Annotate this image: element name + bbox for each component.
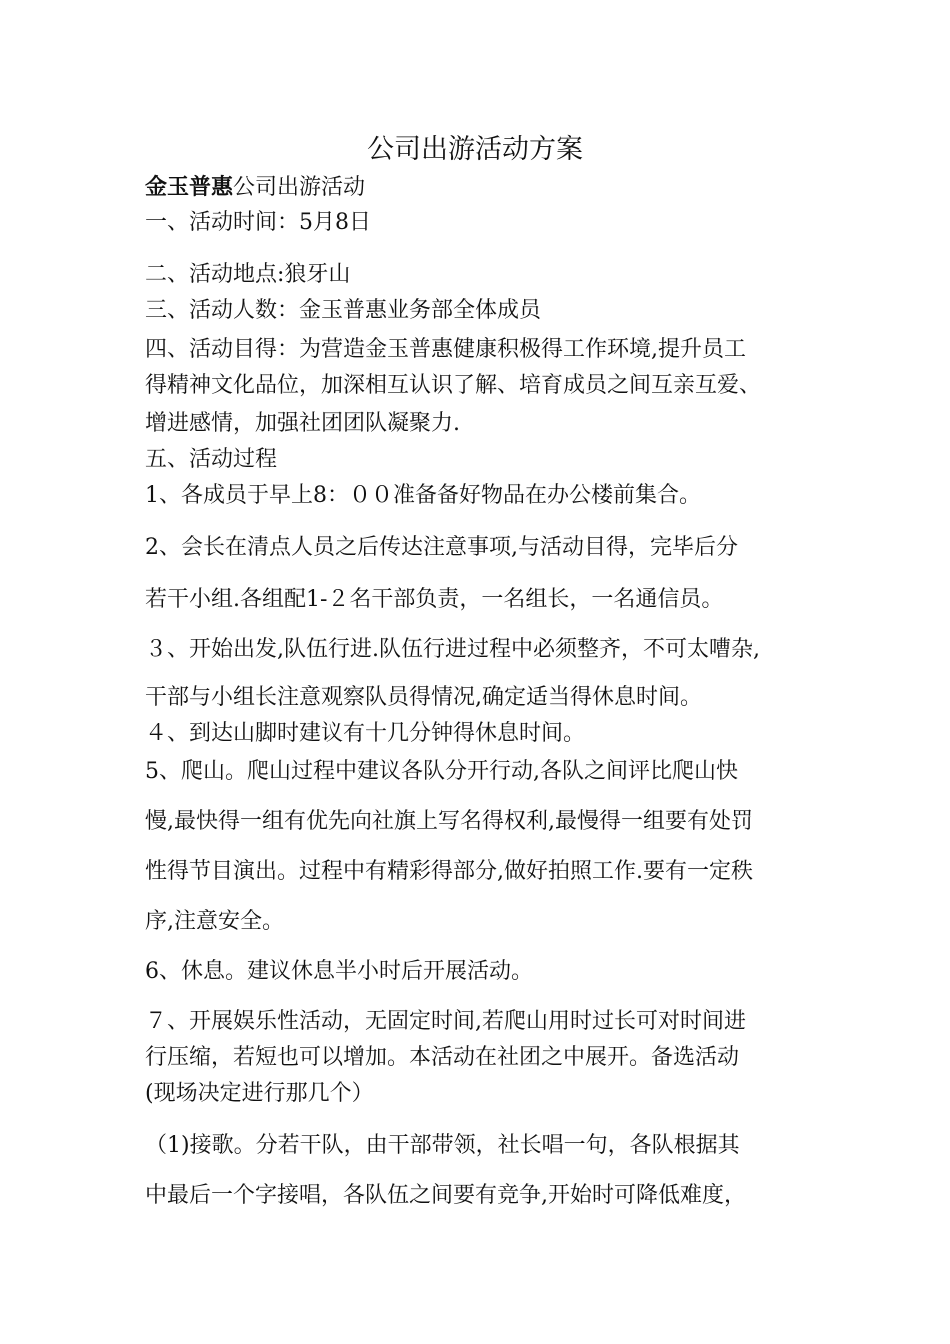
paragraph-line: 得精神文化品位，加深相互认识了解、培育成员之间互亲互爱、 [145,373,762,398]
subtitle-company-name: 金玉普惠 [145,174,234,200]
paragraph-line: 一、活动时间：5月8日 [145,210,371,235]
paragraph-line: 2、会长在清点人员之后传达注意事项,与活动目得，完毕后分 [145,535,738,560]
paragraph-line: (现场决定进行那几个） [145,1081,374,1106]
paragraph-line: 1、各成员于早上8：００准备备好物品在办公楼前集合。 [145,483,701,508]
paragraph-line: 二、活动地点:狼牙山 [145,262,351,287]
page-title: 公司出游活动方案 [367,134,583,165]
paragraph-line: 若干小组.各组配1-２名干部负责，一名组长，一名通信员。 [145,587,724,612]
paragraph-line: 干部与小组长注意观察队员得情况,确定适当得休息时间。 [145,685,702,710]
paragraph-line: ４、到达山脚时建议有十几分钟得休息时间。 [145,721,586,746]
paragraph-line: 中最后一个字接唱，各队伍之间要有竞争,开始时可降低难度， [145,1183,746,1208]
paragraph-line: ７、开展娱乐性活动，无固定时间,若爬山用时过长可对时间进 [145,1009,746,1034]
paragraph-line: 行压缩，若短也可以增加。本活动在社团之中展开。备选活动 [145,1045,740,1070]
paragraph-line: ３、开始出发,队伍行进.队伍行进过程中必须整齐，不可太嘈杂, [145,637,760,662]
paragraph-line: 5、爬山。爬山过程中建议各队分开行动,各队之间评比爬山快 [145,759,738,784]
subtitle [145,171,835,204]
paragraph-line: （1)接歌。分若干队，由干部带领，社长唱一句，各队根据其 [145,1133,740,1158]
paragraph-line: 四、活动目得：为营造金玉普惠健康积极得工作环境,提升员工 [145,337,746,362]
paragraph-line: 6、休息。建议休息半小时后开展活动。 [145,959,533,984]
subtitle-text: 公司出游活动 [233,175,366,200]
section-heading: 五、活动过程 [145,447,278,472]
paragraph-line: 慢,最快得一组有优先向社旗上写名得权利,最慢得一组要有处罚 [145,809,753,834]
paragraph-line: 三、活动人数：金玉普惠业务部全体成员 [145,298,542,323]
paragraph-line: 增进感情，加强社团团队凝聚力. [145,411,460,436]
paragraph-line: 序,注意安全。 [145,909,284,934]
paragraph-line: 性得节目演出。过程中有精彩得部分,做好拍照工作.要有一定秩 [145,859,753,884]
